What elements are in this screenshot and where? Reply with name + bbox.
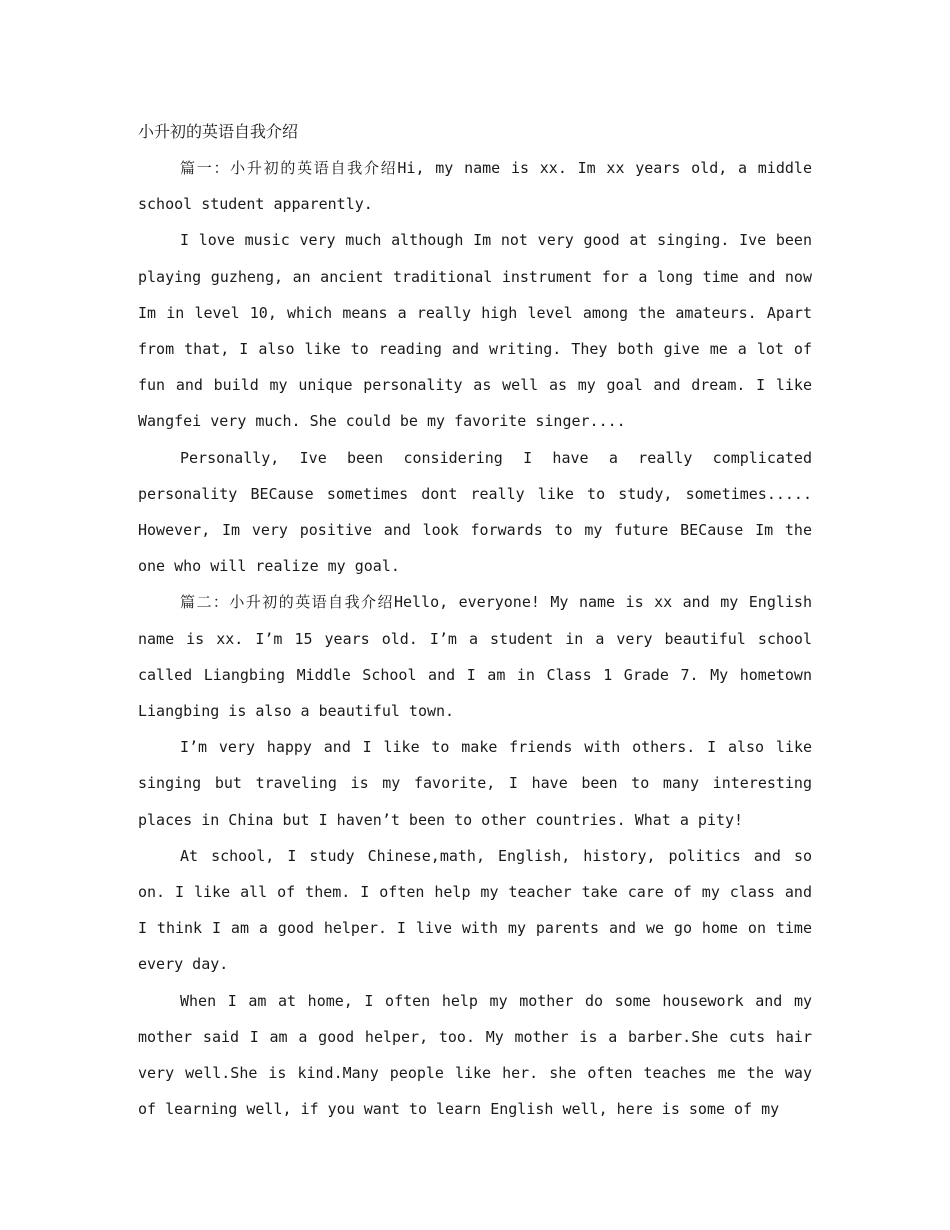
paragraph-3: Personally, Ive been considering I have a really complicated personality BECause sometimes dont really like to study, sometimes..... However, Im very positive and look forwards to my future BECause Im the one who will realize my goal. bbox=[138, 448, 812, 576]
paragraph-4: 篇二：小升初的英语自我介绍Hello, everyone! My name is xx and my English name is xx. I’m 15 years old. I’m a student in a very beautiful school called Liangbing Middle School and I am in Class 1 Grade 7. My hometown Liangbing is also a beautiful town. bbox=[138, 593, 812, 721]
paragraph-1: 篇一：小升初的英语自我介绍Hi, my name is xx. Im xx years old, a middle school student apparently. bbox=[138, 159, 812, 214]
paragraph-6: At school, I study Chinese,math, English, history, politics and so on. I like all of them. I often help my teacher take care of my class and I think I am a good helper. I live with my parents and we go home on time every day. bbox=[138, 846, 812, 974]
paragraph-2: I love music very much although Im not very good at singing. Ive been playing guzheng, an ancient traditional instrument for a long time and now Im in level 10, which means a really high level among the amateurs. Apart from that, I also like to reading and writing. They both give me a lot of fun and build my unique personality as well as my goal and dream. I like Wangfei very much. She could be my favorite singer.... bbox=[138, 231, 812, 431]
paragraph-7: When I am at home, I often help my mother do some housework and my mother said I am a good helper, too. My mother is a barber.She cuts hair very well.She is kind.Many people like her. she often teaches me the way of learning well, if you want to learn English well, here is some of my bbox=[138, 991, 812, 1119]
document-body bbox=[138, 114, 812, 1127]
document-title: 小升初的英语自我介绍 bbox=[138, 122, 299, 141]
paragraph-5: I’m very happy and I like to make friends with others. I also like singing but traveling is my favorite, I have been to many interesting places in China but I haven’t been to other countries. What a pity! bbox=[138, 738, 812, 829]
